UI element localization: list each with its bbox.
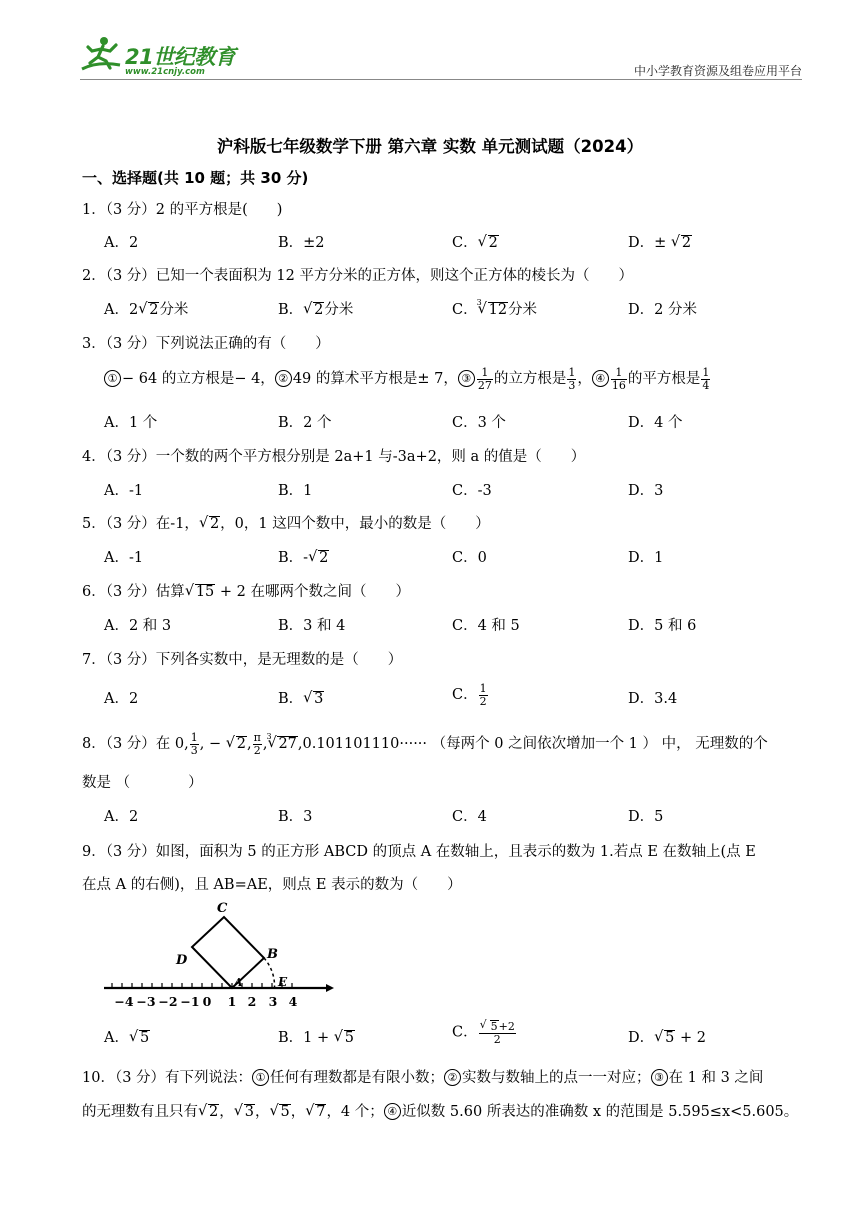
q7-option-a[interactable]: A．2 <box>104 691 139 707</box>
q5-option-a[interactable]: A．-1 <box>104 550 144 566</box>
statement-number: ④ <box>384 1103 401 1120</box>
radicand: 12 <box>488 302 508 318</box>
sqrt-expression <box>308 550 329 566</box>
fraction <box>701 367 710 391</box>
question-text: ,0.101101110······ （每两个 0 之间依次增加一个 1 ） 中， 无理数的个 <box>297 736 768 753</box>
radicand: 2 <box>209 516 220 532</box>
sqrt-expression <box>199 516 220 532</box>
denominator: 16 <box>611 378 626 392</box>
square-abcd <box>192 917 264 988</box>
sqrt-expression <box>303 302 324 318</box>
option-label: C． <box>452 302 478 318</box>
question-text: 6．（3 分）估算 <box>82 584 185 600</box>
denominator: 4 <box>702 378 710 392</box>
radicand: 5 <box>490 1020 498 1033</box>
option-label: C． <box>452 235 478 251</box>
statement-number: ③ <box>651 1069 668 1086</box>
q5-option-c[interactable]: C．0 <box>452 550 487 566</box>
radicand: 7 <box>316 1104 326 1120</box>
statement-text: ，4 个； <box>326 1104 384 1120</box>
denominator: 2 <box>493 1032 501 1046</box>
statement-text: 实数与数轴上的点一一对应； <box>462 1070 651 1086</box>
question-1: 1．（3 分）2 的平方根是( ) <box>82 202 283 218</box>
radicand: 3 <box>244 1104 254 1120</box>
runner-logo-icon <box>80 35 124 75</box>
sqrt-expression <box>654 1030 675 1046</box>
question-7: 7．（3 分）下列各实数中，是无理数的是（ ） <box>82 652 403 668</box>
question-text: , − <box>199 736 226 753</box>
question-5 <box>82 512 490 533</box>
radicand: 3 <box>314 691 324 707</box>
question-text: , <box>246 736 252 753</box>
q9-option-b[interactable] <box>278 1026 355 1047</box>
question-text: 5．（3 分）在-1， <box>82 516 199 532</box>
q7-option-b[interactable] <box>278 687 324 708</box>
question-text: , <box>262 736 268 753</box>
sqrt-expression <box>305 1104 326 1120</box>
statement-text: − 64 的立方根是− 4， <box>122 371 275 388</box>
denominator: 3 <box>190 743 198 757</box>
option-label: D． <box>628 1030 655 1046</box>
question-10 <box>82 1066 763 1087</box>
question-text: 8．（3 分）在 0, <box>82 736 189 753</box>
numerator: 1 <box>611 367 627 380</box>
q3-option-b[interactable]: B．2 个 <box>278 415 332 431</box>
numerator <box>479 1020 516 1034</box>
q8-option-d[interactable]: D．5 <box>628 809 664 825</box>
q3-option-d[interactable]: D．4 个 <box>628 415 683 431</box>
statement-number: ③ <box>458 370 475 387</box>
q6-option-c[interactable]: C．4 和 5 <box>452 618 520 634</box>
statement-number: ④ <box>592 370 609 387</box>
question-8-line-2: 数是 （ ） <box>82 775 203 791</box>
q8-option-a[interactable]: A．2 <box>104 809 139 825</box>
q2-option-d[interactable]: D．2 分米 <box>628 302 697 318</box>
sqrt-expression <box>480 1020 499 1033</box>
radicand: 2 <box>209 1104 219 1120</box>
question-text: 10．（3 分）有下列说法： <box>82 1070 253 1086</box>
tick-label: 1 <box>227 994 237 1009</box>
statement-text: 的平方根是 <box>627 371 701 388</box>
sqrt-expression <box>671 235 692 251</box>
q1-option-a[interactable]: A．2 <box>104 235 139 251</box>
statement-number: ② <box>275 370 292 387</box>
question-3: 3．（3 分）下列说法正确的有（ ） <box>82 336 330 352</box>
cube-root-expression <box>476 298 508 318</box>
q6-option-d[interactable]: D．5 和 6 <box>628 618 697 634</box>
numerator: π <box>253 731 261 744</box>
question-text: + 2 在哪两个数之间（ ） <box>215 584 410 600</box>
q4-option-c[interactable]: C．-3 <box>452 483 492 499</box>
root-index: 3 <box>476 298 482 307</box>
number-line-square-figure <box>104 900 334 1019</box>
option-label: B． <box>278 691 304 707</box>
unit: 分米 <box>508 302 538 318</box>
fraction <box>477 367 493 391</box>
radicand: 2 <box>681 235 692 251</box>
q7-option-d[interactable]: D．3.4 <box>628 691 678 707</box>
fraction <box>479 683 488 707</box>
statement-text: 近似数 5.60 所表达的准确数 x 的范围是 5.595≤x<5.605。 <box>401 1104 799 1120</box>
compass-arc <box>264 958 275 988</box>
header-divider <box>80 79 802 80</box>
q3-statements <box>104 367 711 391</box>
q8-option-c[interactable]: C．4 <box>452 809 487 825</box>
logo-url: www.21cnjy.com <box>125 67 205 77</box>
q2-option-a[interactable] <box>104 298 188 319</box>
numerator: 1 <box>479 682 487 695</box>
site-logo[interactable] <box>80 35 250 77</box>
tick-label: 3 <box>268 994 278 1009</box>
page-title: 沪科版七年级数学下册 第六章 实数 单元测试题（2024） <box>216 137 644 156</box>
q9-option-a[interactable] <box>104 1026 150 1047</box>
label-e: E <box>278 975 288 989</box>
fraction <box>190 732 199 756</box>
section-heading: 一、选择题(共 10 题；共 30 分) <box>82 169 309 187</box>
option-label: A． <box>104 1030 129 1046</box>
cube-root-expression <box>266 732 297 753</box>
fraction <box>567 367 576 391</box>
fraction <box>611 367 627 391</box>
q7-option-c[interactable] <box>452 683 489 707</box>
fraction <box>253 732 262 756</box>
page-header <box>80 30 802 80</box>
sqrt-expression <box>185 584 215 600</box>
statement-text: 的立方根是 <box>493 371 567 388</box>
unit: 分米 <box>324 302 354 318</box>
radicand: 2 <box>319 550 329 566</box>
radicand: 2 <box>149 302 159 318</box>
q5-option-d[interactable]: D．1 <box>628 550 664 566</box>
tick-label: 0 <box>202 994 212 1009</box>
q3-option-c[interactable]: C．3 个 <box>452 415 506 431</box>
q2-option-b[interactable] <box>278 298 353 319</box>
punctuation: ， <box>219 1104 234 1120</box>
axis-tick-labels <box>114 994 297 1009</box>
numerator: 1 <box>568 366 576 379</box>
label-c: C <box>217 901 228 916</box>
option-tail: + 2 <box>675 1030 706 1046</box>
axis-arrowhead <box>326 984 334 992</box>
tick-label: −1 <box>180 994 200 1009</box>
sqrt-expression <box>303 691 324 707</box>
radicand: 2 <box>314 302 324 318</box>
question-10-line-2 <box>82 1100 798 1121</box>
numerator: 1 <box>702 366 710 379</box>
sqrt-expression <box>478 235 499 251</box>
unit: 分米 <box>159 302 189 318</box>
denominator: 27 <box>477 378 492 392</box>
q4-option-a[interactable]: A．-1 <box>104 483 144 499</box>
q3-option-a[interactable]: A．1 个 <box>104 415 158 431</box>
q1-option-d[interactable] <box>628 231 692 252</box>
punctuation: ， <box>577 371 592 388</box>
radicand: 27 <box>278 736 297 753</box>
q1-option-c[interactable] <box>452 231 499 252</box>
statement-text: 在 1 和 3 之间 <box>668 1070 764 1086</box>
q9-option-c[interactable] <box>452 1020 517 1045</box>
tick-label: −2 <box>158 994 178 1009</box>
sqrt-expression <box>129 1030 150 1046</box>
punctuation: ， <box>290 1104 306 1120</box>
radicand: 5 <box>665 1030 675 1046</box>
statement-number: ② <box>444 1069 461 1086</box>
statement-text: 的无理数有且只有 <box>82 1104 198 1120</box>
option-label: C． <box>452 1024 478 1041</box>
option-label: B．- <box>278 550 309 566</box>
header-tagline: 中小学教育资源及组卷应用平台 <box>633 64 802 78</box>
q6-option-a[interactable]: A．2 和 3 <box>104 618 172 634</box>
statement-text: 49 的算术平方根是± 7， <box>292 371 458 388</box>
label-d: D <box>176 953 188 968</box>
radicand: 2 <box>236 736 246 753</box>
question-4: 4．（3 分）一个数的两个平方根分别是 2a+1 与-3a+2，则 a 的值是（ ） <box>82 449 586 465</box>
question-9-line-2: 在点 A 的右侧)，且 AB=AE，则点 E 表示的数为（ ） <box>82 877 462 893</box>
q8-option-b[interactable]: B．3 <box>278 809 313 825</box>
tick-label: −3 <box>136 994 156 1009</box>
tick-label: −4 <box>114 994 134 1009</box>
logo-text: 21世纪教育 <box>125 45 236 69</box>
tick-label: 4 <box>288 994 298 1009</box>
sqrt-expression <box>226 736 247 752</box>
option-label: B．1 + <box>278 1030 334 1046</box>
q6-option-b[interactable]: B．3 和 4 <box>278 618 346 634</box>
radicand: 2 <box>488 235 498 251</box>
radicand: 15 <box>195 584 215 600</box>
numerator: 1 <box>190 731 198 744</box>
q2-option-c[interactable] <box>452 298 537 319</box>
label-b: B <box>267 947 278 962</box>
question-8 <box>82 732 768 756</box>
root-index: 3 <box>266 732 272 742</box>
q4-option-b[interactable]: B．1 <box>278 483 313 499</box>
numerator: 1 <box>477 367 493 380</box>
sqrt-expression <box>269 1104 290 1120</box>
q5-option-b[interactable] <box>278 546 329 567</box>
radicand: 5 <box>139 1030 150 1046</box>
radicand: 5 <box>344 1030 354 1046</box>
punctuation: ， <box>254 1104 270 1120</box>
question-6 <box>82 580 410 601</box>
question-9: 9．（3 分）如图，面积为 5 的正方形 ABCD 的顶点 A 在数轴上，且表示的数为 1.若点 E 在数轴上(点 E <box>82 844 756 860</box>
option-label: D．± <box>628 235 671 251</box>
option-label: A．2 <box>104 302 139 318</box>
numerator-tail: +2 <box>498 1020 515 1033</box>
q9-option-d[interactable] <box>628 1026 706 1047</box>
question-2: 2．（3 分）已知一个表面积为 12 平方分米的正方体，则这个正方体的棱长为（ ） <box>82 268 633 284</box>
label-a: A <box>234 976 243 989</box>
denominator: 3 <box>568 378 576 392</box>
statement-number: ① <box>104 370 121 387</box>
q1-option-b[interactable]: B．±2 <box>278 235 325 251</box>
question-text: ，0，1 这四个数中，最小的数是（ ） <box>220 516 490 532</box>
statement-number: ① <box>252 1069 269 1086</box>
fraction <box>479 1020 516 1045</box>
denominator: 2 <box>479 694 487 708</box>
option-label: B． <box>278 302 304 318</box>
option-label: C． <box>452 687 478 704</box>
sqrt-expression <box>334 1030 355 1046</box>
statement-text: 任何有理数都是有限小数； <box>270 1070 445 1086</box>
sqrt-expression <box>234 1104 255 1120</box>
sqrt-expression <box>198 1104 219 1120</box>
denominator: 2 <box>253 743 261 757</box>
radicand: 5 <box>280 1104 290 1120</box>
q4-option-d[interactable]: D．3 <box>628 483 664 499</box>
sqrt-expression <box>138 302 159 318</box>
tick-label: 2 <box>247 994 257 1009</box>
